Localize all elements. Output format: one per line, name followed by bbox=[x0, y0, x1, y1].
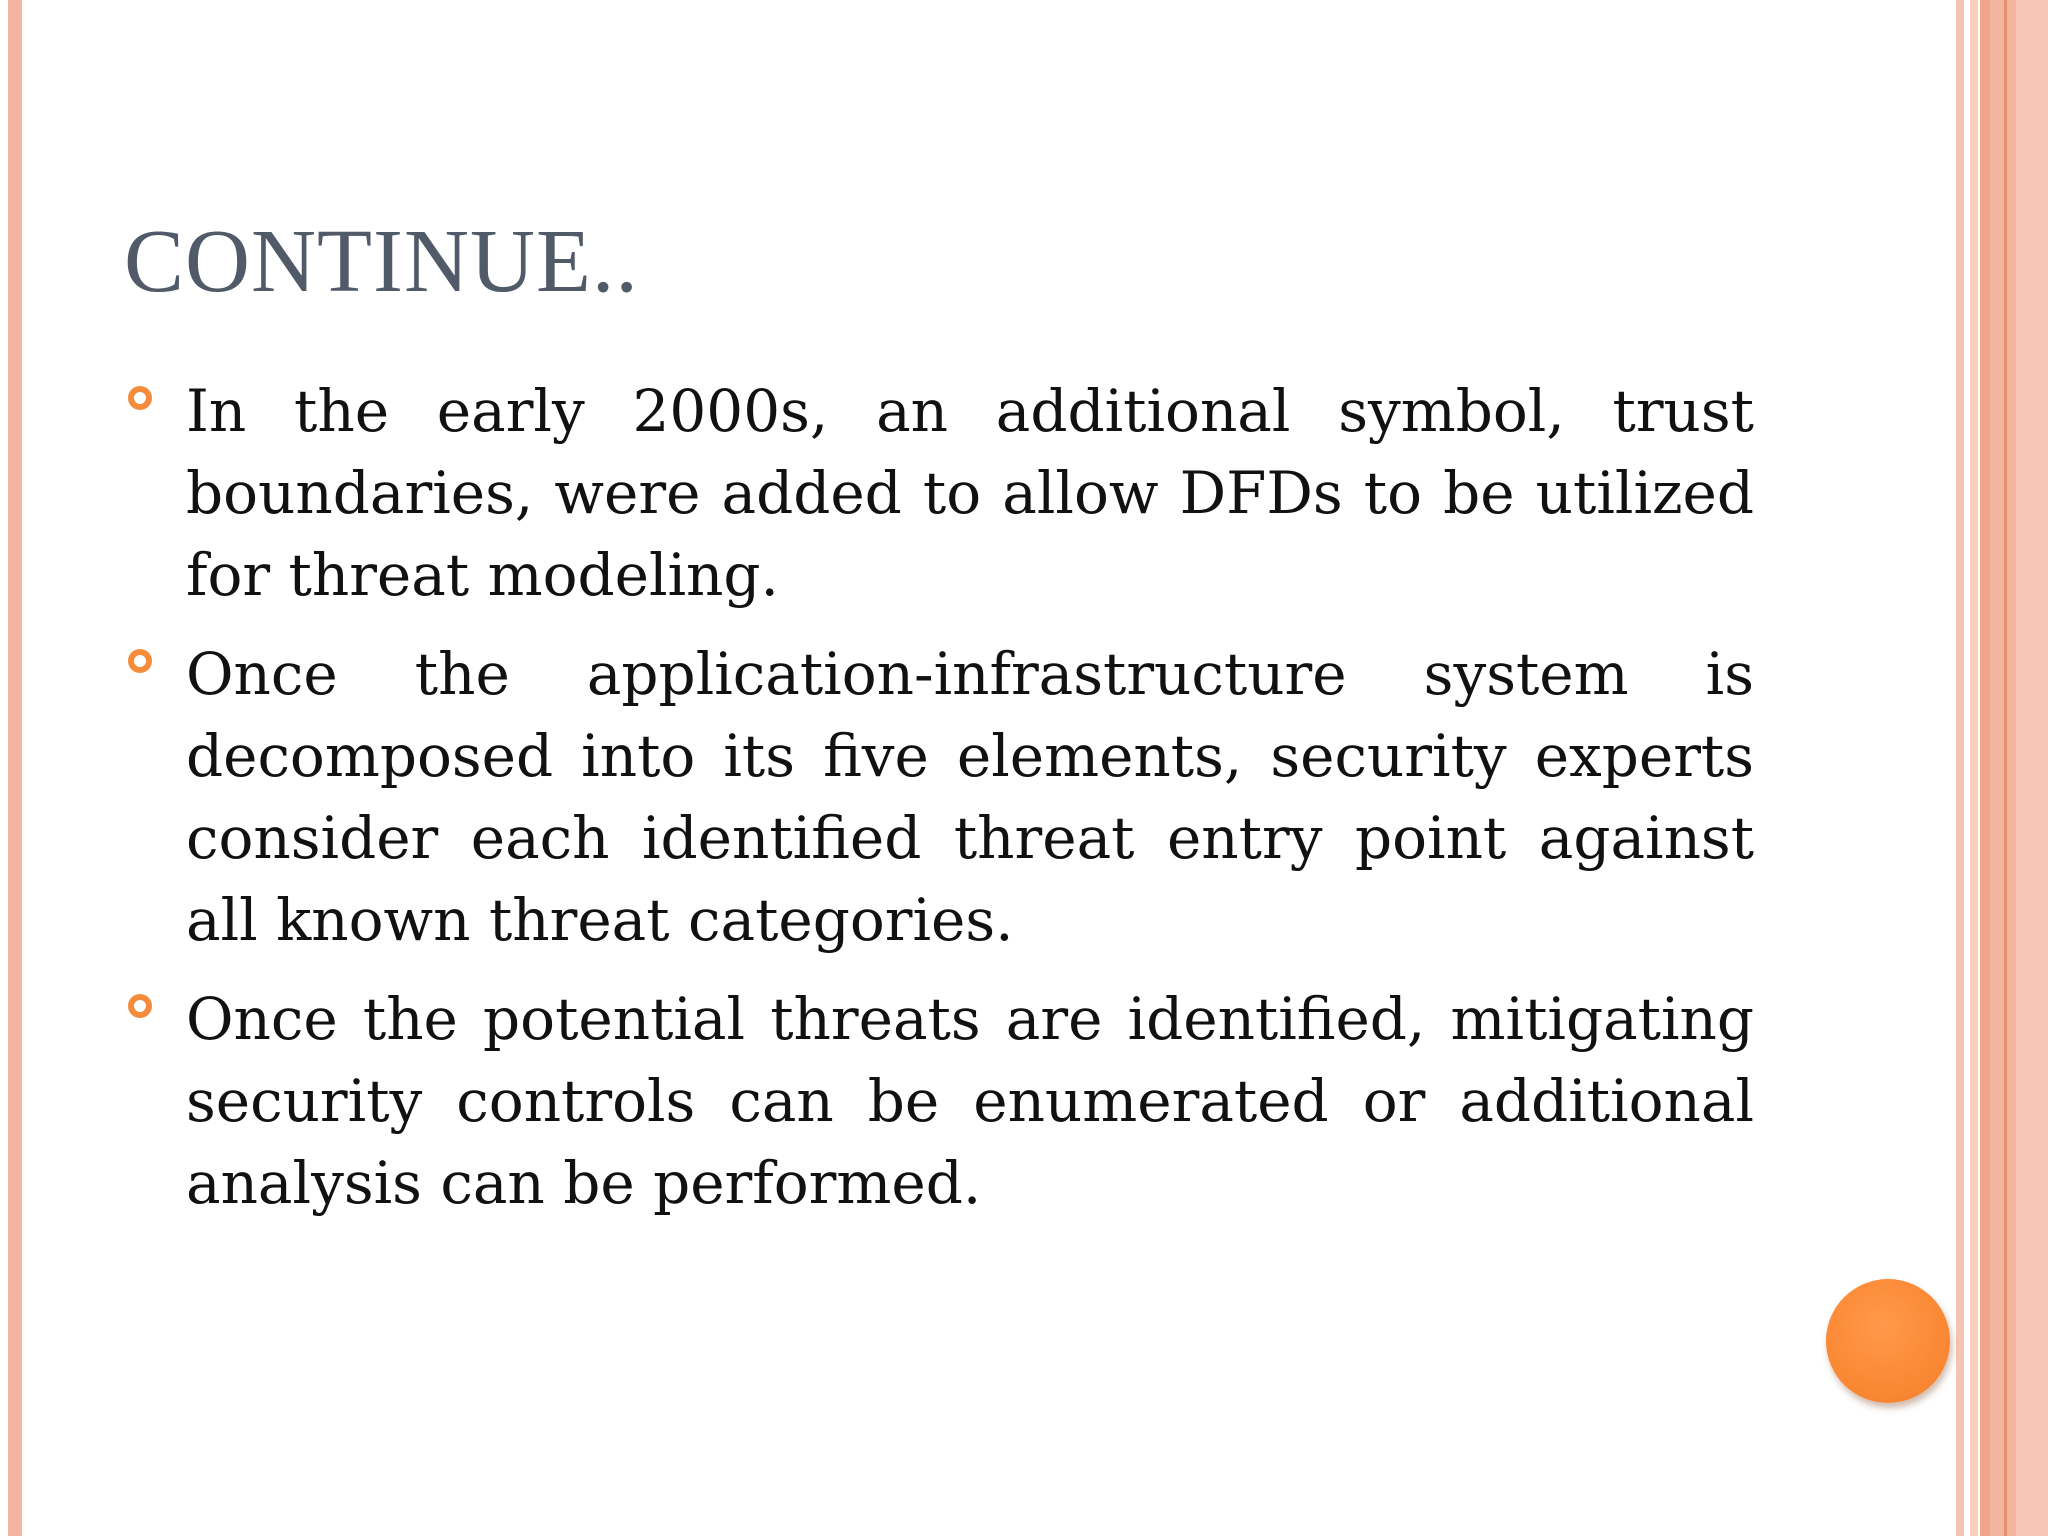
bullet-item bbox=[124, 978, 1754, 1224]
bullet-item bbox=[124, 633, 1754, 961]
right-decorative-stripes bbox=[1956, 0, 2048, 1536]
ring-bullet-icon bbox=[128, 994, 152, 1018]
orange-circle-decoration bbox=[1826, 1279, 1950, 1403]
stripe-line bbox=[2004, 0, 2007, 1536]
slide-title: CONTINUE.. bbox=[124, 212, 639, 311]
bullet-item bbox=[124, 370, 1754, 616]
bullet-text: In the early 2000s, an additional symbol, trust boundaries, were added to allow DFDs to be utilized for threat modeling. bbox=[186, 377, 1754, 609]
ring-bullet-icon bbox=[128, 386, 152, 410]
bullet-list bbox=[124, 370, 1754, 1241]
bullet-text: Once the application-infrastructure system is decomposed into its five elements, security experts consider each identified threat entry point against all known threat categories. bbox=[186, 640, 1754, 954]
ring-bullet-icon bbox=[128, 649, 152, 673]
bullet-text: Once the potential threats are identified, mitigating security controls can be enumerated or additional analysis can be performed. bbox=[186, 985, 1754, 1217]
left-border-stripe bbox=[8, 0, 22, 1536]
